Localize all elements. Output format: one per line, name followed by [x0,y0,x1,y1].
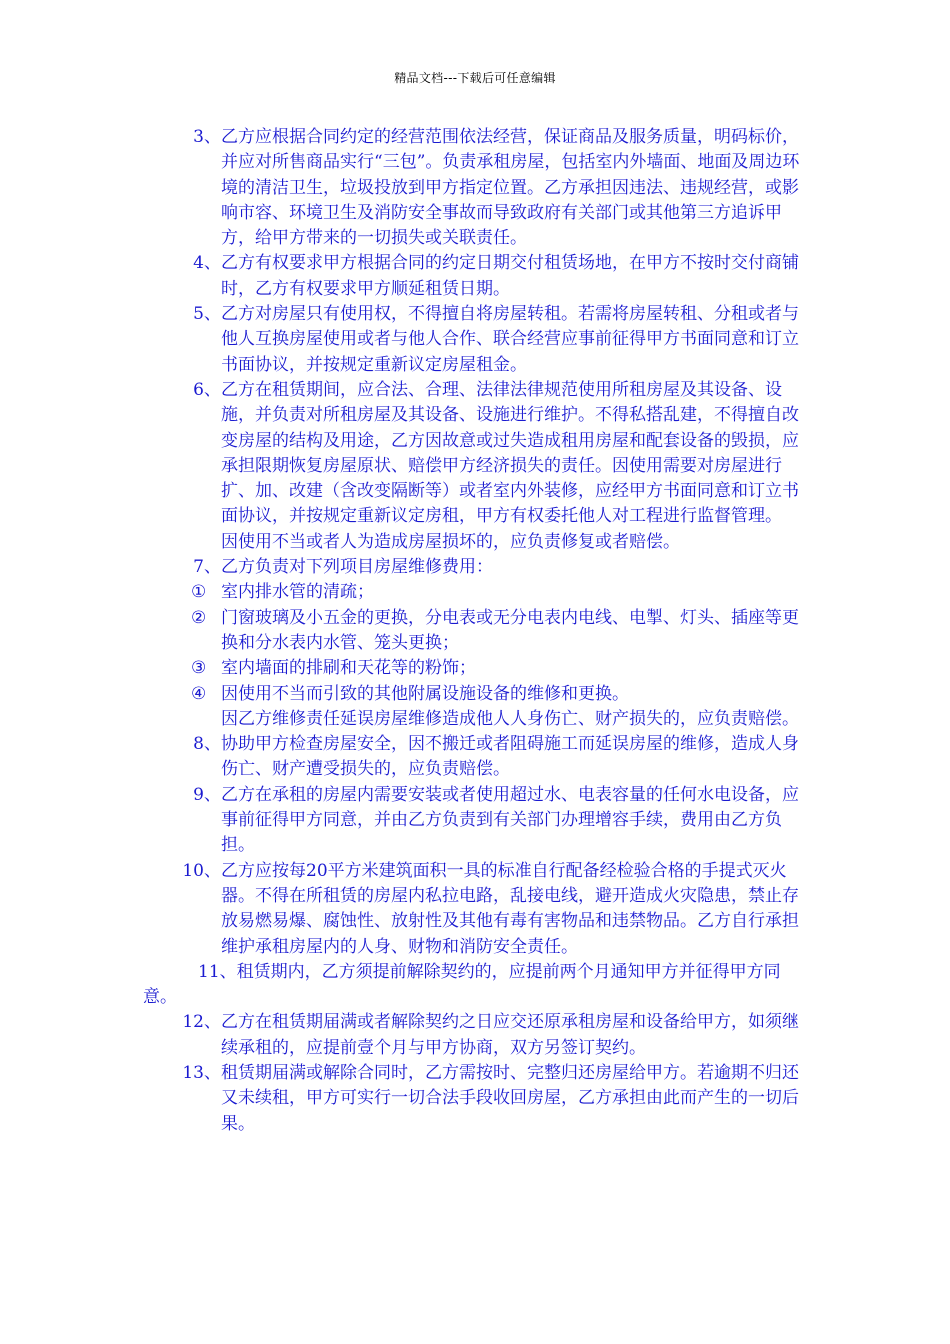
sub-item-text: 室内排水管的清疏； [221,582,374,603]
clause-number: 3、 [193,127,221,147]
clause-7-tail: 因乙方维修责任延误房屋维修造成他人人身伤亡、财产损失的，应负责赔偿。 [221,708,799,729]
clause-text: 乙方负责对下列项目房屋维修费用： [221,557,493,578]
clause-text: 乙方应根据合同约定的经营范围依法经营，保证商品及服务质量，明码标价，并应对所售商品实行“三包”。负责承租房屋，包括室内外墙面、地面及周边环境的清洁卫生，垃圾投放到甲方指定位置。乙方承担因违法、违规经营，或影响市容、环境卫生及消防安全事故而导致政府有关部门或其他第三方追诉甲方，给甲方带来的一切损失或关联责任。 [221,127,800,249]
clause-text: 乙方应按每20平方米建筑面积一具的标准自行配备经检验合格的手提式灭火器。不得在所租赁的房屋内私拉电路，乱接电线，避开造成火灾隐患，禁止存放易燃易爆、腐蚀性、放射性及其他有毒有害物品和违禁物品。乙方自行承担维护承租房屋内的人身、财物和消防安全责任。 [221,860,799,957]
clause-number: 10、 [182,860,221,881]
sub-item-mark: ② [191,607,207,628]
clause-text: 租赁期届满或解除合同时，乙方需按时、完整归还房屋给甲方。若逾期不归还又未续租，甲方可实行一切合法手段收回房屋，乙方承担由此而产生的一切后果。 [221,1062,799,1134]
sub-item-4 [143,682,813,707]
clause-6 [143,378,813,530]
clause-number: 13、 [182,1062,221,1083]
sub-item-3 [143,656,813,681]
clause-number: 5、 [193,304,221,325]
sub-item-1 [143,580,813,605]
clause-8 [143,732,813,783]
sub-item-mark: ④ [191,683,207,704]
clause-5 [143,302,813,378]
clause-number: 12、 [182,1012,221,1033]
sub-item-mark: ③ [191,658,207,679]
clause-6-continuation: 因使用不当或者人为造成房屋损坏的，应负责修复或者赔偿。 [221,531,680,552]
sub-item-text: 门窗玻璃及小五金的更换，分电表或无分电表内电线、电掣、灯头、插座等更换和分水表内水管、笼头更换； [221,607,799,653]
clause-number: 8、 [193,734,221,755]
clause-number: 4、 [193,253,221,274]
clause-text: 乙方在租赁期届满或者解除契约之日应交还原承租房屋和设备给甲方，如须继续承租的，应提前壹个月与甲方协商，双方另签订契约。 [221,1012,799,1058]
sub-item-text: 室内墙面的排刷和天花等的粉饰； [221,658,476,679]
clause-12 [143,1010,813,1061]
clause-text: 乙方有权要求甲方根据合同的约定日期交付租赁场地，在甲方不按时交付商铺时，乙方有权要求甲方顺延租赁日期。 [221,253,799,299]
clause-text: 乙方对房屋只有使用权，不得擅自将房屋转租。若需将房屋转租、分租或者与他人互换房屋使用或者与他人合作、联合经营应事前征得甲方书面同意和订立书面协议，并按规定重新议定房屋租金。 [221,304,799,375]
clause-4 [143,251,813,302]
clause-text: 乙方在租赁期间，应合法、合理、法律法律规范使用所租房屋及其设备、设施，并负责对所租房屋及其设备、设施进行维护。不得私搭乱建，不得擅自改变房屋的结构及用途，乙方因故意或过失造成租用房屋和配套设备的毁损，应承担限期恢复房屋原状、赔偿甲方经济损失的责任。因使用需要对房屋进行扩、加、改建（含改变隔断等）或者室内外装修，应经甲方书面同意和订立书面协议，并按规定重新议定房租，甲方有权委托他人对工程进行监督管理。 [221,379,799,527]
clause-number: 9、 [193,784,221,805]
clause-text: 乙方在承租的房屋内需要安装或者使用超过水、电表容量的任何水电设备，应事前征得甲方同意，并由乙方负责到有关部门办理增容手续，费用由乙方负担。 [221,784,799,856]
sub-item-mark: ① [191,582,207,603]
sub-item-2 [143,606,813,657]
clause-9 [143,783,813,859]
clause-10 [143,859,813,960]
clause-13 [143,1061,813,1137]
clause-number: 6、 [193,379,221,400]
sub-item-text: 因使用不当而引致的其他附属设施设备的维修和更换。 [221,683,629,704]
page-header: 精品文档---下载后可任意编辑 [394,71,556,85]
clause-text: 协助甲方检查房屋安全，因不搬迁或者阻碍施工而延误房屋的维修，造成人身伤亡、财产遭受损失的，应负责赔偿。 [221,734,799,780]
clause-3 [143,125,813,251]
clause-number: 7、 [193,557,221,578]
clause-11: 11、租赁期内，乙方须提前解除契约的，应提前两个月通知甲方并征得甲方同意。 [143,961,781,1008]
clause-7 [143,555,813,580]
document-body [143,125,813,1137]
